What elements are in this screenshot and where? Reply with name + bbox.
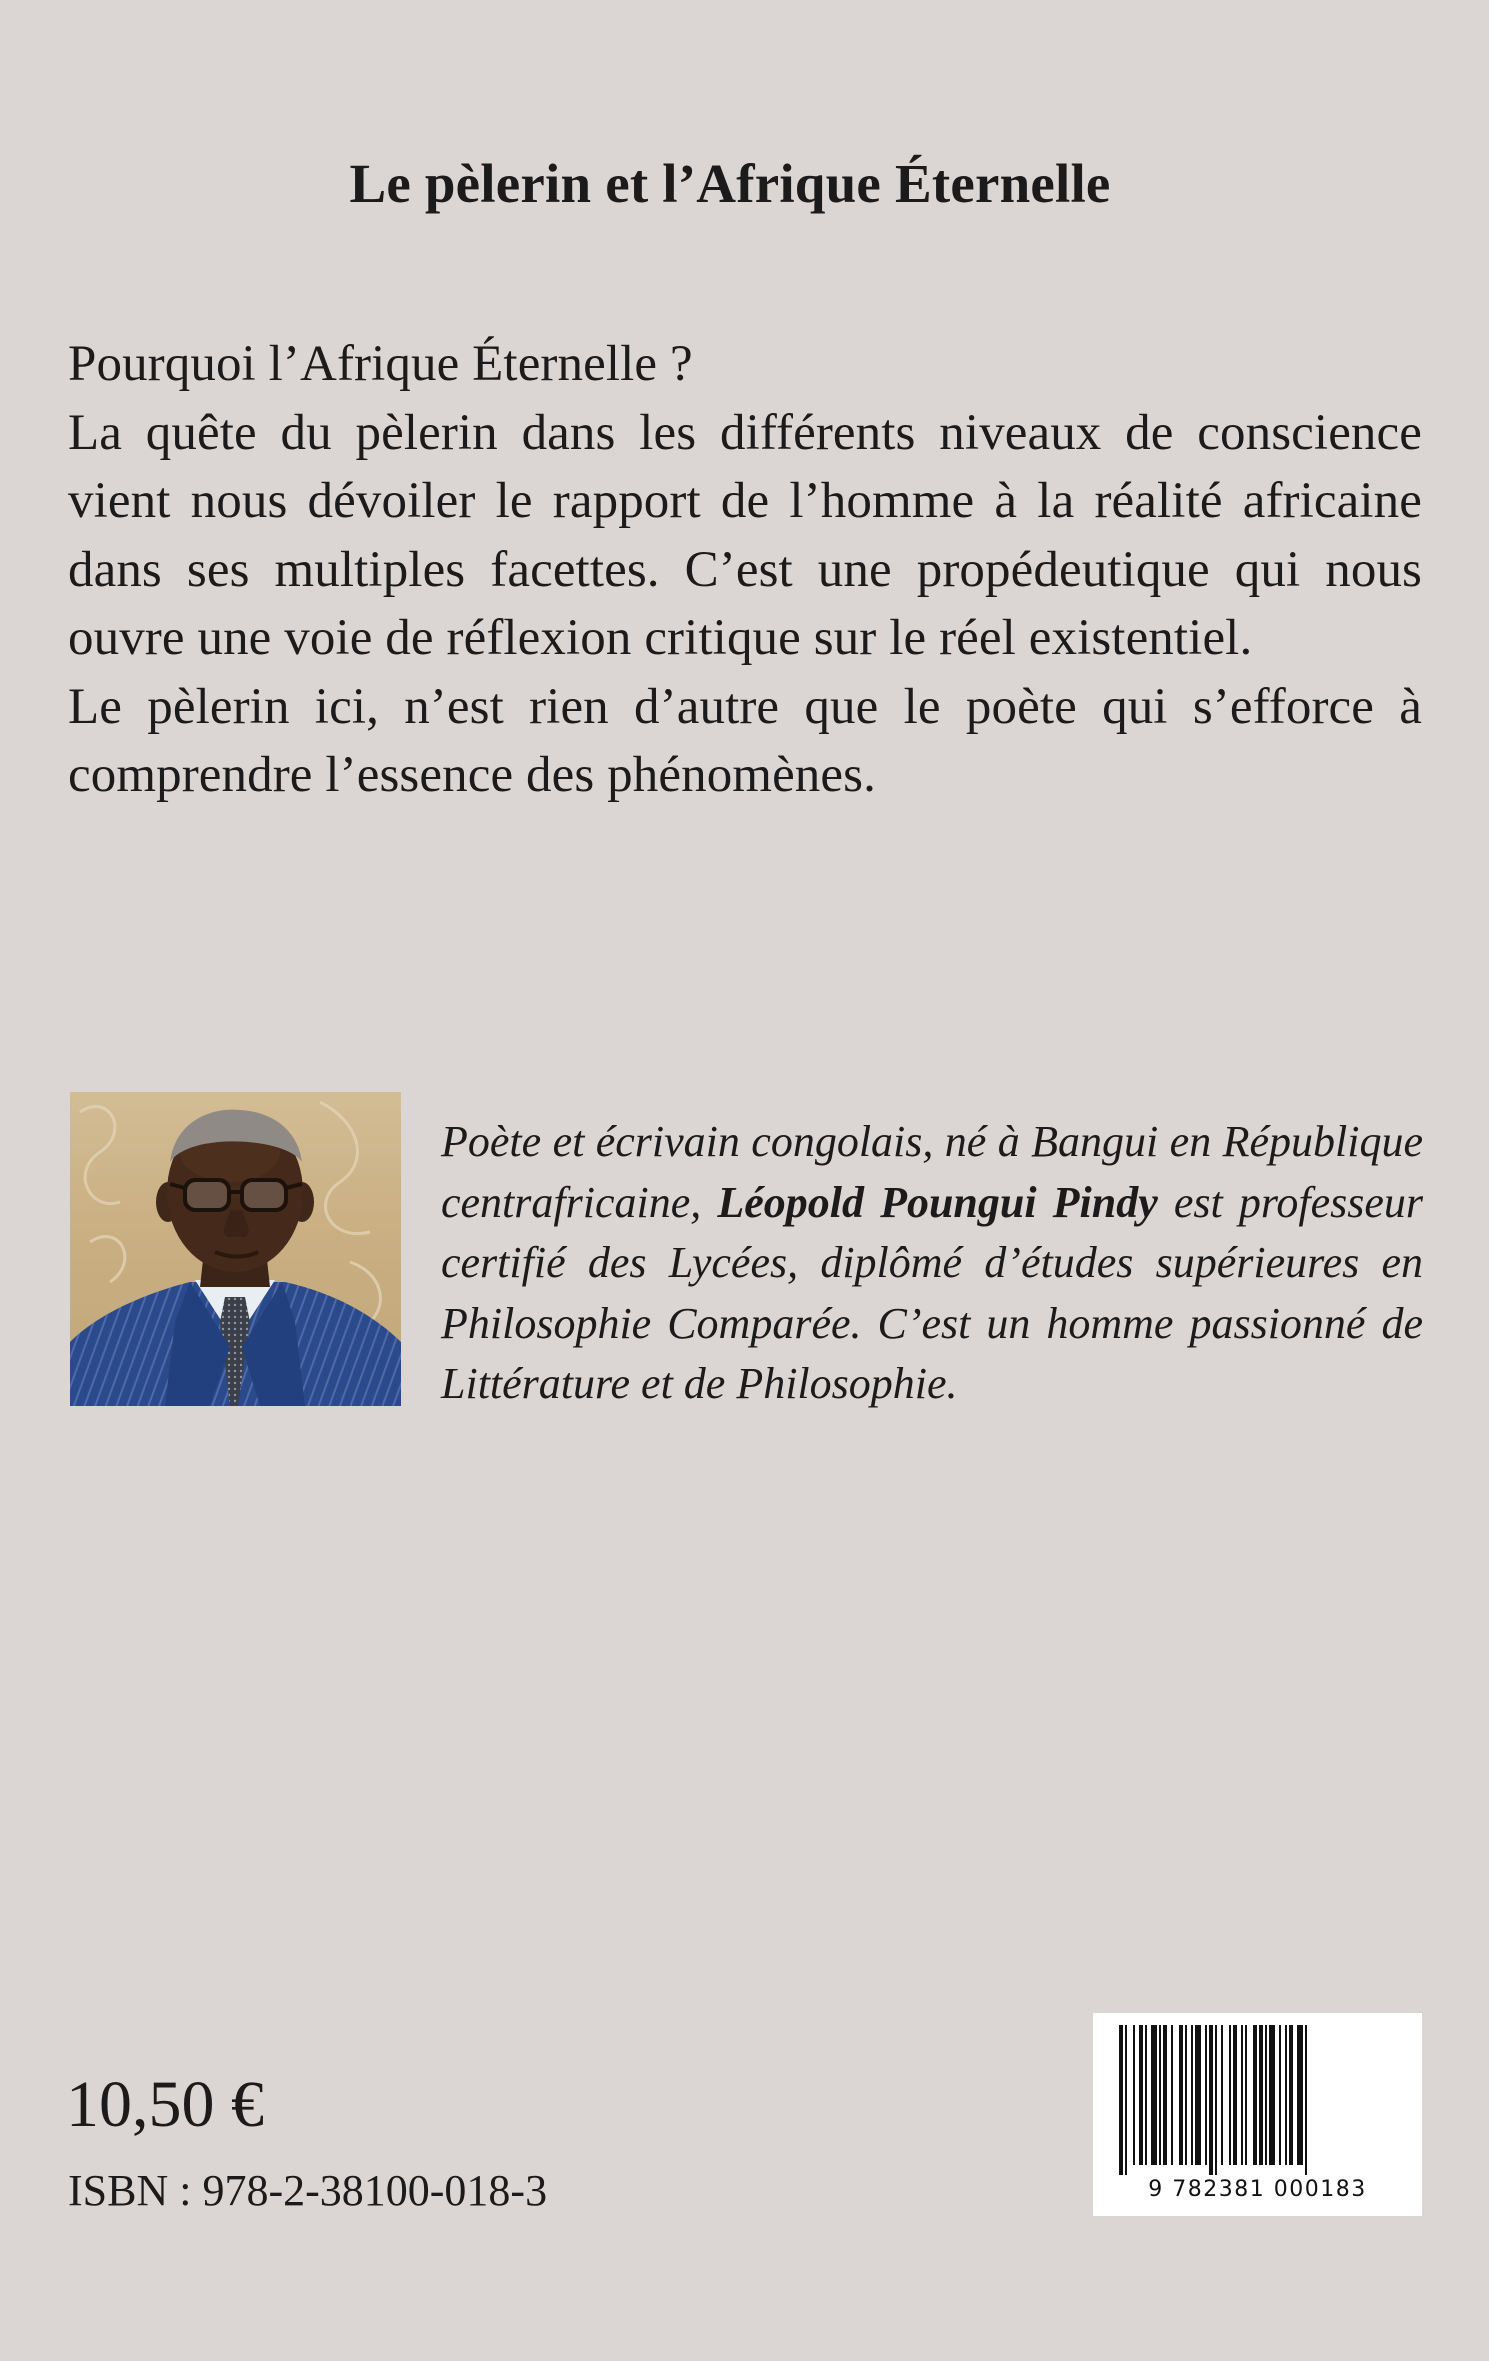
barcode-bar bbox=[1145, 2025, 1147, 2165]
price: 10,50 € bbox=[66, 2068, 264, 2141]
barcode-bar bbox=[1259, 2025, 1263, 2165]
author-bio bbox=[441, 1112, 1423, 1415]
barcode-bar bbox=[1253, 2025, 1257, 2165]
barcode-bar bbox=[1245, 2025, 1247, 2165]
barcode-bar bbox=[1125, 2025, 1127, 2175]
barcode-bar bbox=[1279, 2025, 1281, 2165]
author-name: Léopold Poungui Pindy bbox=[717, 1177, 1158, 1227]
barcode-bar bbox=[1289, 2025, 1293, 2165]
barcode-bar bbox=[1297, 2025, 1303, 2165]
barcode-bar bbox=[1241, 2025, 1243, 2165]
blurb-paragraph-1: La quête du pèlerin dans les différents niveaux de conscience vient nous dévoiler le rapport de l’homme à la réalité africaine dans ses multiples facettes. C’est une propédeutique qui nous ouvre une voie de réflexion critique sur le réel existentiel. bbox=[68, 404, 1422, 666]
barcode-bar bbox=[1179, 2025, 1183, 2165]
isbn: ISBN : 978-2-38100-018-3 bbox=[68, 2166, 548, 2215]
blurb-question: Pourquoi l’Afrique Éternelle ? bbox=[68, 336, 693, 392]
barcode-bar bbox=[1191, 2025, 1193, 2165]
bio-text-end: est professeur certifié des Lycées, diplômé d’études supérieures en Philosophie Comparée. C’est un homme passionné de Littérature et de Philosophie. bbox=[441, 1177, 1423, 1408]
author-portrait-illustration bbox=[70, 1092, 401, 1406]
barcode bbox=[1093, 2013, 1422, 2216]
barcode-bar bbox=[1171, 2025, 1173, 2165]
barcode-bar bbox=[1133, 2025, 1135, 2165]
barcode-bar bbox=[1205, 2025, 1207, 2165]
barcode-bar bbox=[1265, 2025, 1267, 2165]
blurb-paragraph-2: Le pèlerin ici, n’est rien d’autre que le poète qui s’efforce à comprendre l’essence des phénomènes. bbox=[68, 678, 1422, 803]
barcode-bar bbox=[1305, 2025, 1307, 2175]
barcode-bar bbox=[1195, 2025, 1201, 2165]
barcode-bar bbox=[1285, 2025, 1287, 2165]
barcode-bar bbox=[1215, 2025, 1217, 2175]
barcode-bar bbox=[1139, 2025, 1143, 2165]
barcode-bar bbox=[1163, 2025, 1167, 2165]
book-title: Le pèlerin et l’Afrique Éternelle bbox=[349, 153, 1111, 214]
bio-text-start: Poète et écrivain congolais, né à Bangui en République centrafricaine, bbox=[441, 1117, 1423, 1227]
barcode-bar bbox=[1209, 2025, 1213, 2175]
barcode-bar bbox=[1269, 2025, 1275, 2165]
barcode-bar bbox=[1151, 2025, 1157, 2165]
barcode-bar bbox=[1159, 2025, 1161, 2165]
barcode-bar bbox=[1233, 2025, 1237, 2165]
author-photo bbox=[70, 1092, 401, 1406]
barcode-bar bbox=[1221, 2025, 1223, 2165]
back-cover-blurb bbox=[68, 330, 1422, 810]
barcode-bar bbox=[1229, 2025, 1231, 2165]
barcode-bar bbox=[1185, 2025, 1187, 2165]
barcode-bar bbox=[1119, 2025, 1123, 2175]
barcode-digits: 9 782381 000183 bbox=[1148, 2177, 1367, 2202]
